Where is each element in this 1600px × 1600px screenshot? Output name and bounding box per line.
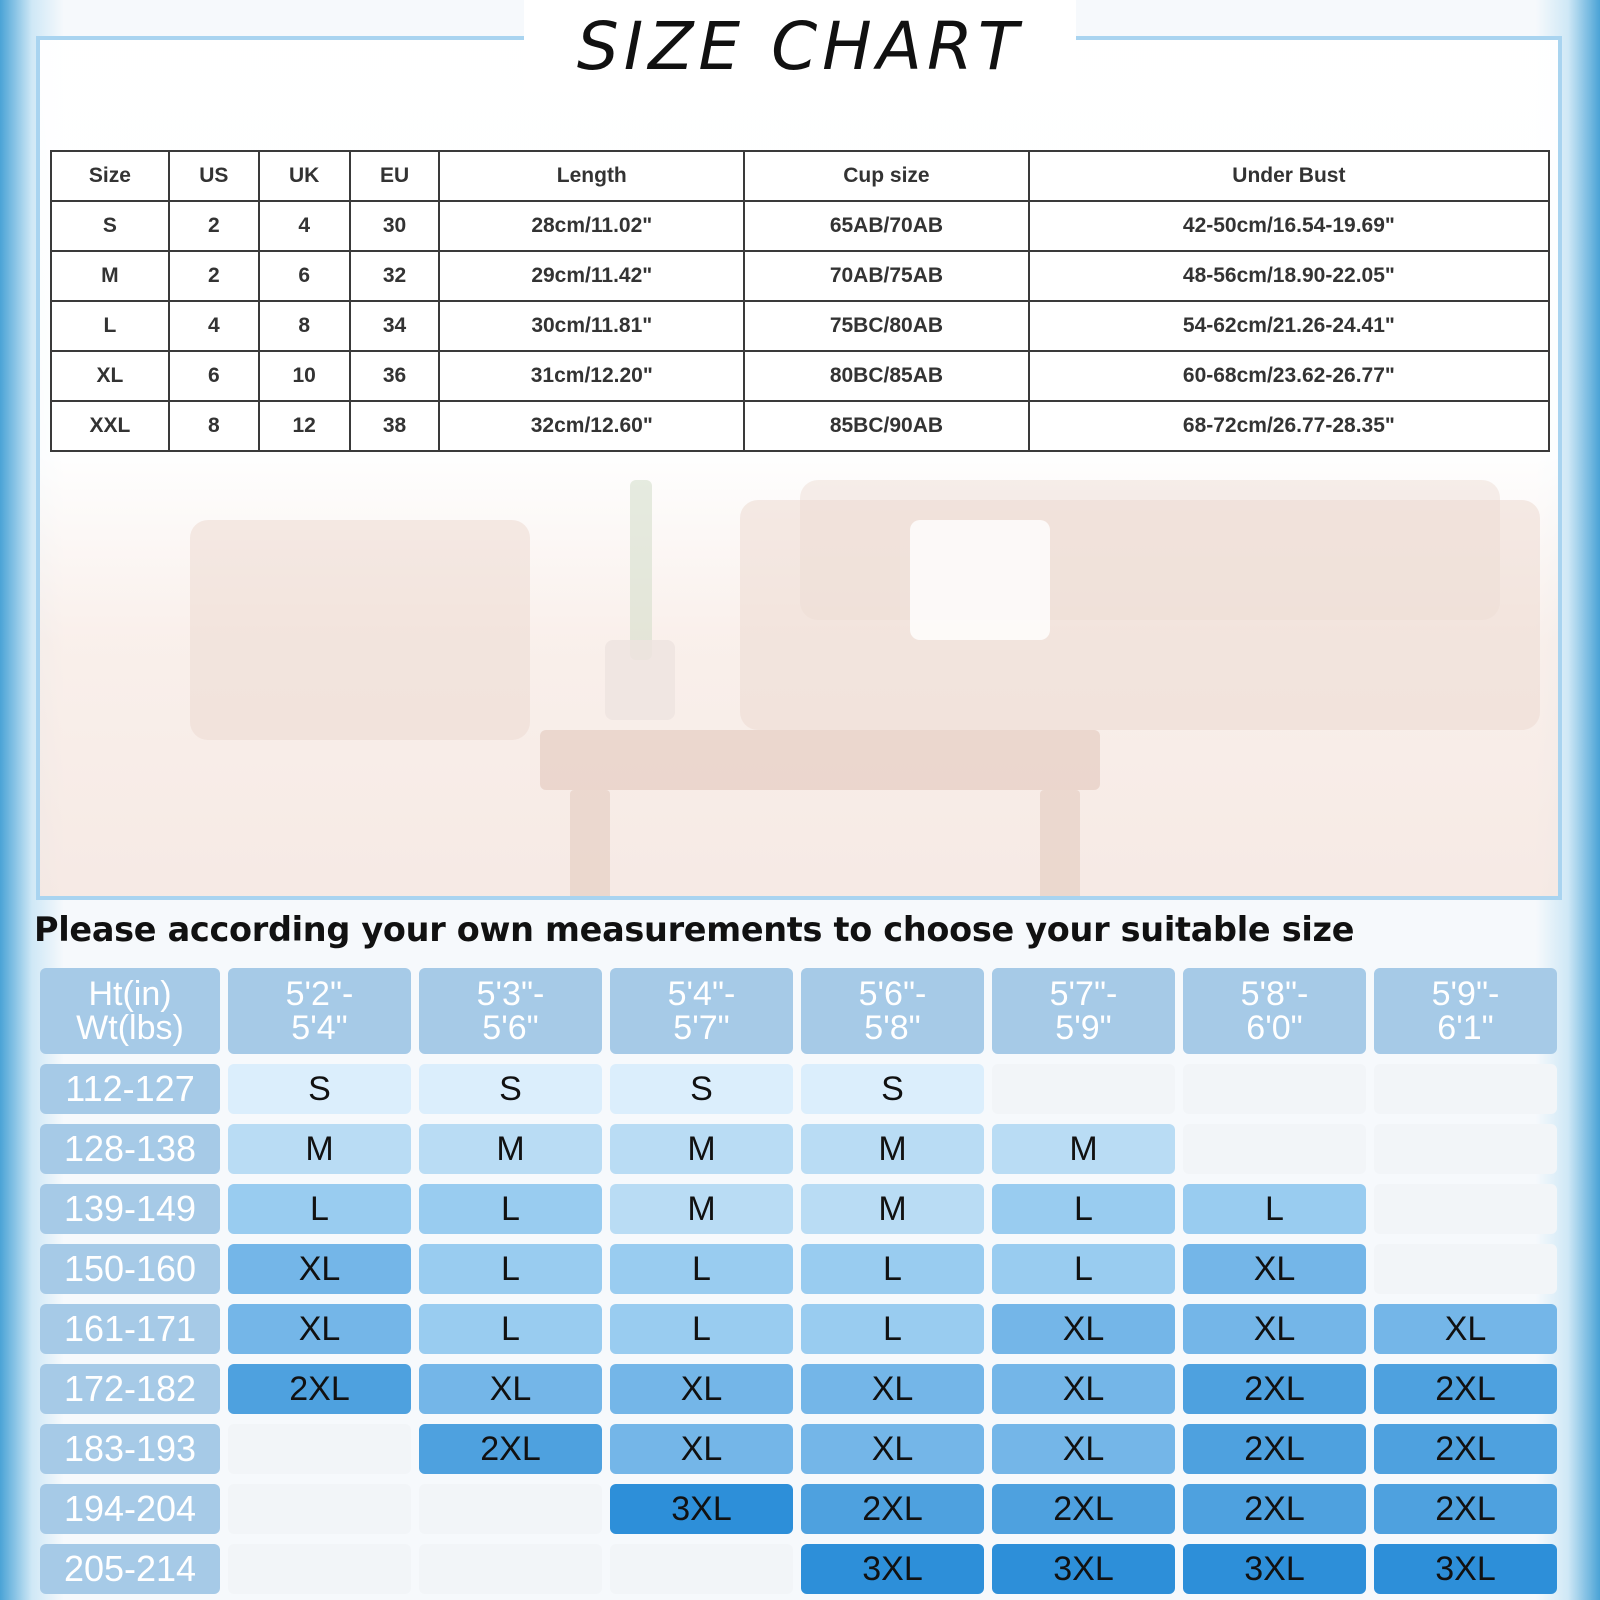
pillow-decoration	[910, 520, 1050, 640]
size-cell: L	[801, 1304, 984, 1354]
cell-under-bust: 42-50cm/16.54-19.69"	[1029, 201, 1549, 251]
size-cell: M	[228, 1124, 411, 1174]
size-cell: L	[419, 1184, 602, 1234]
page-title: SIZE CHART	[576, 8, 1024, 85]
height-label: 5'8"-	[1240, 975, 1309, 1013]
height-header	[801, 968, 984, 1054]
cell-uk: 12	[259, 401, 350, 451]
size-cell: 3XL	[1374, 1544, 1557, 1594]
size-cell: XL	[610, 1424, 793, 1474]
armchair-decoration	[190, 520, 530, 740]
size-cell: L	[1183, 1184, 1366, 1234]
cell-under-bust: 68-72cm/26.77-28.35"	[1029, 401, 1549, 451]
corner-label: Wt(lbs)	[76, 1009, 184, 1047]
empty-cell	[419, 1544, 602, 1594]
size-cell: 2XL	[1183, 1484, 1366, 1534]
cell-uk: 10	[259, 351, 350, 401]
cell-uk: 4	[259, 201, 350, 251]
size-cell: M	[610, 1124, 793, 1174]
size-cell: 2XL	[1183, 1364, 1366, 1414]
header-size: Size	[51, 151, 169, 201]
cell-us: 2	[169, 201, 259, 251]
height-label: 5'7"	[673, 1009, 730, 1047]
plant-decoration	[630, 480, 652, 660]
height-label: 5'2"-	[285, 975, 354, 1013]
size-cell: 3XL	[992, 1544, 1175, 1594]
size-cell: L	[992, 1244, 1175, 1294]
table-leg-decoration	[570, 790, 610, 900]
empty-cell	[1374, 1244, 1557, 1294]
header-us: US	[169, 151, 259, 201]
empty-cell	[228, 1484, 411, 1534]
size-cell: 2XL	[419, 1424, 602, 1474]
size-cell: 3XL	[610, 1484, 793, 1534]
empty-cell	[1374, 1124, 1557, 1174]
weight-header: 194-204	[40, 1484, 220, 1534]
size-cell: 2XL	[1374, 1424, 1557, 1474]
cell-eu: 36	[350, 351, 440, 401]
pot-decoration	[605, 640, 675, 720]
empty-cell	[992, 1064, 1175, 1114]
size-cell: XL	[801, 1424, 984, 1474]
size-cell: XL	[610, 1364, 793, 1414]
height-label: 5'3"-	[476, 975, 545, 1013]
size-cell: 2XL	[992, 1484, 1175, 1534]
size-cell: 2XL	[228, 1364, 411, 1414]
size-cell: M	[610, 1184, 793, 1234]
empty-cell	[1374, 1184, 1557, 1234]
cell-uk: 8	[259, 301, 350, 351]
weight-header: 205-214	[40, 1544, 220, 1594]
size-cell: XL	[1183, 1304, 1366, 1354]
size-cell: L	[228, 1184, 411, 1234]
weight-header: 112-127	[40, 1064, 220, 1114]
cell-eu: 30	[350, 201, 440, 251]
height-label: 5'7"-	[1049, 975, 1118, 1013]
size-cell: 2XL	[1183, 1424, 1366, 1474]
cell-length: 30cm/11.81"	[439, 301, 744, 351]
cell-eu: 34	[350, 301, 440, 351]
cell-us: 6	[169, 351, 259, 401]
coffee-table-decoration	[540, 730, 1100, 790]
table-row	[51, 251, 1549, 301]
size-cell: 2XL	[1374, 1484, 1557, 1534]
empty-cell	[610, 1544, 793, 1594]
grid-corner-header	[40, 968, 220, 1054]
table-row	[51, 201, 1549, 251]
size-cell: L	[419, 1304, 602, 1354]
cell-cup-size: 65AB/70AB	[744, 201, 1029, 251]
empty-cell	[419, 1484, 602, 1534]
size-cell: L	[610, 1244, 793, 1294]
height-label: 5'6"-	[858, 975, 927, 1013]
weight-header: 128-138	[40, 1124, 220, 1174]
height-header	[992, 968, 1175, 1054]
fit-grid	[40, 968, 1557, 1594]
cell-size: S	[51, 201, 169, 251]
cell-eu: 32	[350, 251, 440, 301]
cell-length: 28cm/11.02"	[439, 201, 744, 251]
cell-size: M	[51, 251, 169, 301]
height-label: 5'4"-	[667, 975, 736, 1013]
size-cell: S	[228, 1064, 411, 1114]
size-cell: 3XL	[801, 1544, 984, 1594]
title-banner	[524, 0, 1076, 92]
weight-header: 161-171	[40, 1304, 220, 1354]
size-advice-headline: Please according your own measurements to choose your suitable size	[34, 910, 1355, 949]
height-label: 6'1"	[1437, 1009, 1494, 1047]
height-label: 5'6"	[482, 1009, 539, 1047]
empty-cell	[228, 1424, 411, 1474]
cell-cup-size: 85BC/90AB	[744, 401, 1029, 451]
size-cell: XL	[1374, 1304, 1557, 1354]
weight-header: 183-193	[40, 1424, 220, 1474]
cell-cup-size: 75BC/80AB	[744, 301, 1029, 351]
cell-cup-size: 70AB/75AB	[744, 251, 1029, 301]
empty-cell	[1183, 1124, 1366, 1174]
header-eu: EU	[350, 151, 440, 201]
cell-cup-size: 80BC/85AB	[744, 351, 1029, 401]
size-cell: XL	[228, 1304, 411, 1354]
size-cell: XL	[992, 1424, 1175, 1474]
size-cell: L	[992, 1184, 1175, 1234]
size-cell: M	[801, 1124, 984, 1174]
size-cell: M	[419, 1124, 602, 1174]
cell-size: L	[51, 301, 169, 351]
size-cell: L	[610, 1304, 793, 1354]
corner-label: Ht(in)	[88, 975, 172, 1013]
empty-cell	[228, 1544, 411, 1594]
size-cell: M	[801, 1184, 984, 1234]
cell-us: 4	[169, 301, 259, 351]
cell-size: XXL	[51, 401, 169, 451]
cell-length: 29cm/11.42"	[439, 251, 744, 301]
size-table-header-row	[51, 151, 1549, 201]
cell-size: XL	[51, 351, 169, 401]
height-header	[419, 968, 602, 1054]
table-row	[51, 401, 1549, 451]
height-label: 5'8"	[864, 1009, 921, 1047]
size-cell: XL	[801, 1364, 984, 1414]
empty-cell	[1183, 1064, 1366, 1114]
weight-header: 172-182	[40, 1364, 220, 1414]
size-cell: S	[801, 1064, 984, 1114]
size-cell: XL	[992, 1364, 1175, 1414]
height-label: 5'9"	[1055, 1009, 1112, 1047]
cell-under-bust: 48-56cm/18.90-22.05"	[1029, 251, 1549, 301]
sofa-decoration	[740, 500, 1540, 730]
size-cell: L	[419, 1244, 602, 1294]
weight-header: 139-149	[40, 1184, 220, 1234]
header-under-bust: Under Bust	[1029, 151, 1549, 201]
cell-us: 8	[169, 401, 259, 451]
size-cell: XL	[228, 1244, 411, 1294]
weight-header: 150-160	[40, 1244, 220, 1294]
height-label: 5'4"	[291, 1009, 348, 1047]
size-cell: L	[801, 1244, 984, 1294]
height-label: 5'9"-	[1431, 975, 1500, 1013]
height-label: 6'0"	[1246, 1009, 1303, 1047]
empty-cell	[1374, 1064, 1557, 1114]
size-cell: XL	[1183, 1244, 1366, 1294]
header-uk: UK	[259, 151, 350, 201]
table-row	[51, 351, 1549, 401]
cell-length: 31cm/12.20"	[439, 351, 744, 401]
size-table	[50, 150, 1550, 452]
size-cell: S	[419, 1064, 602, 1114]
height-header	[1374, 968, 1557, 1054]
cell-length: 32cm/12.60"	[439, 401, 744, 451]
size-cell: XL	[419, 1364, 602, 1414]
table-row	[51, 301, 1549, 351]
height-header	[228, 968, 411, 1054]
size-cell: 2XL	[1374, 1364, 1557, 1414]
cell-eu: 38	[350, 401, 440, 451]
size-cell: M	[992, 1124, 1175, 1174]
header-cup-size: Cup size	[744, 151, 1029, 201]
height-header	[610, 968, 793, 1054]
size-cell: 2XL	[801, 1484, 984, 1534]
height-header	[1183, 968, 1366, 1054]
cell-us: 2	[169, 251, 259, 301]
size-cell: S	[610, 1064, 793, 1114]
cell-under-bust: 60-68cm/23.62-26.77"	[1029, 351, 1549, 401]
cell-under-bust: 54-62cm/21.26-24.41"	[1029, 301, 1549, 351]
table-leg-decoration	[1040, 790, 1080, 900]
cell-uk: 6	[259, 251, 350, 301]
header-length: Length	[439, 151, 744, 201]
size-cell: XL	[992, 1304, 1175, 1354]
size-cell: 3XL	[1183, 1544, 1366, 1594]
